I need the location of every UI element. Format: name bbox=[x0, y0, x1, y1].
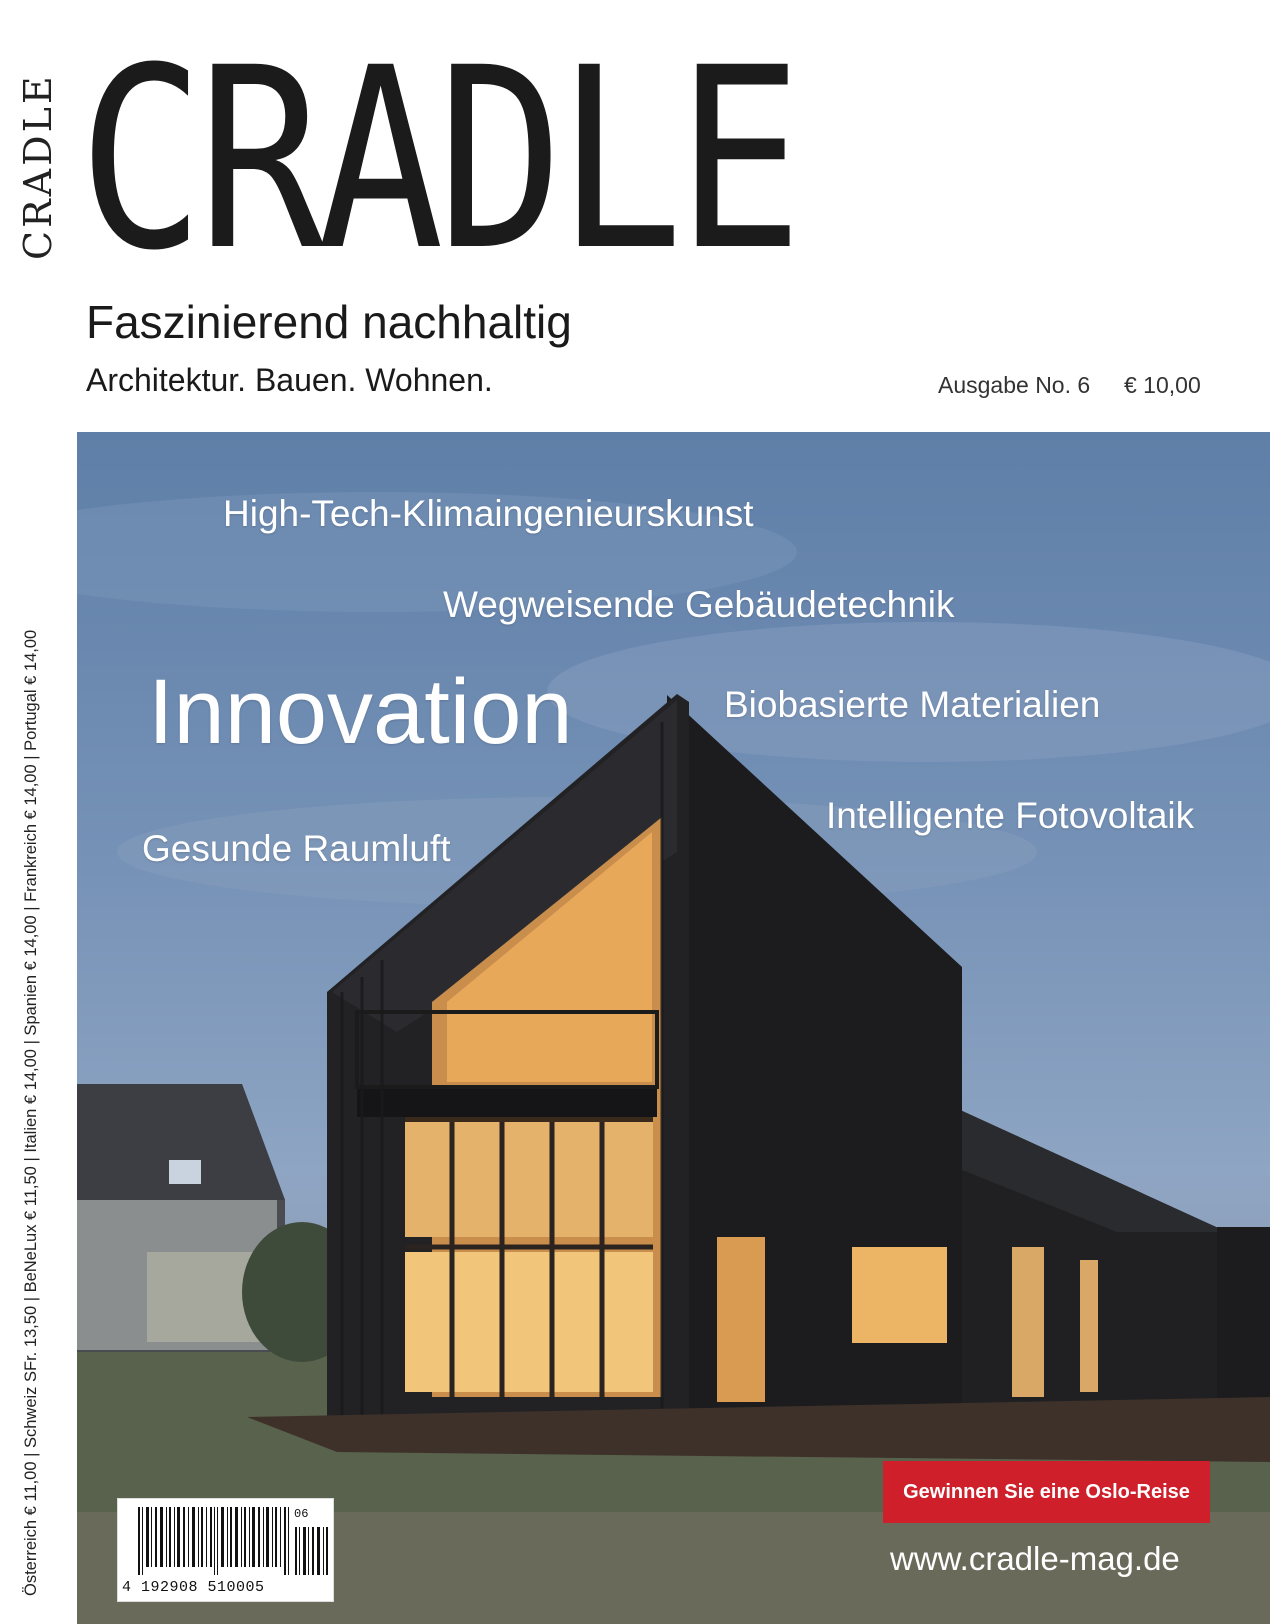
headline-raumluft: Gesunde Raumluft bbox=[142, 828, 451, 869]
masthead-logo: CRADLE bbox=[78, 14, 797, 305]
tagline: Faszinierend nachhaltig bbox=[86, 296, 572, 348]
spine-logo: CRADLE bbox=[16, 73, 60, 260]
barcode-issue-code: 06 bbox=[294, 1507, 309, 1521]
barcode-digits: 4 192908 510005 bbox=[122, 1579, 265, 1596]
subtagline: Architektur. Bauen. Wohnen. bbox=[86, 362, 493, 398]
headline-main: Innovation bbox=[148, 661, 573, 763]
cover-price: € 10,00 bbox=[1124, 372, 1201, 398]
headline-gebaeudetechnik: Wegweisende Gebäudetechnik bbox=[443, 584, 955, 625]
headline-fotovoltaik: Intelligente Fotovoltaik bbox=[826, 795, 1195, 836]
issue-number: Ausgabe No. 6 bbox=[938, 372, 1091, 398]
barcode-addon bbox=[293, 1521, 329, 1575]
barcode bbox=[117, 1498, 334, 1602]
promo-badge: Gewinnen Sie eine Oslo-Reise bbox=[883, 1461, 1210, 1523]
spine-prices: Österreich € 11,00 | Schweiz SFr. 13,50 | BeNeLux € 11,50 | Italien € 14,00 | Spanien € 14,00 | Frankreich € 14,00 | Portugal € 14,00 bbox=[22, 629, 40, 1596]
website-url: www.cradle-mag.de bbox=[890, 1540, 1180, 1577]
barcode-bars bbox=[138, 1507, 308, 1575]
headline-materialien: Biobasierte Materialien bbox=[724, 684, 1101, 725]
headline-klima: High-Tech-Klimaingenieurskunst bbox=[223, 493, 754, 534]
